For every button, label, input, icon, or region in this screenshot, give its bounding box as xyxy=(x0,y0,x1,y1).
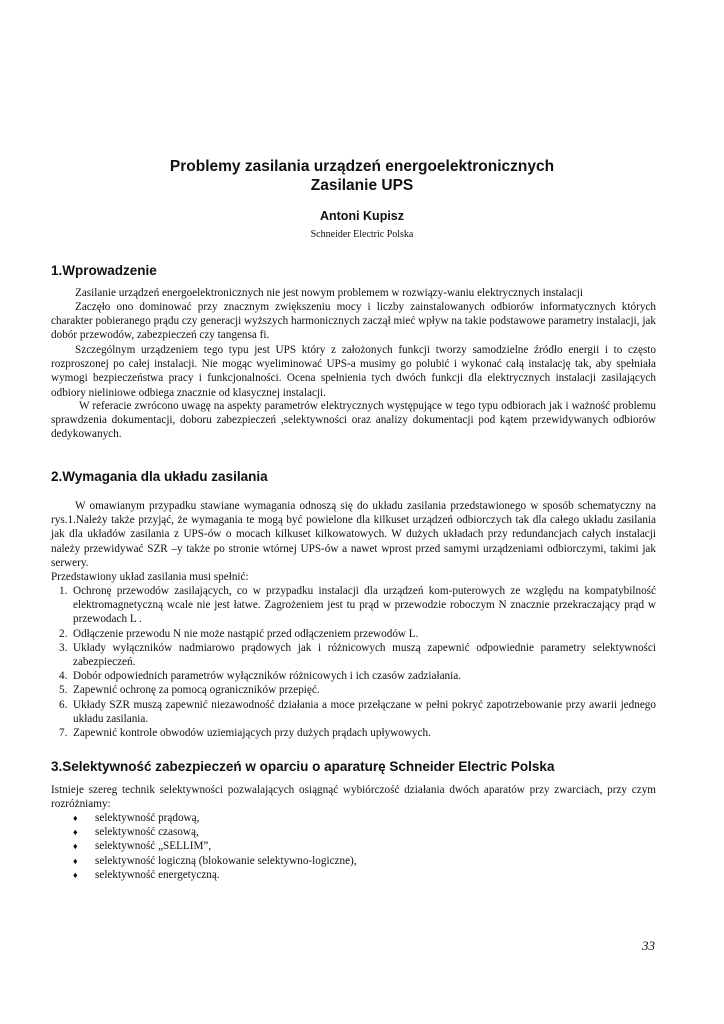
page-number: 33 xyxy=(642,938,655,953)
title-line-2: Zasilanie UPS xyxy=(310,177,414,194)
section-3-paragraph: Istnieje szereg technik selektywności pozwalających osiągnąć wybiórczość działania dwóch aparatów przy zwarciach, przy czym rozróżniamy: xyxy=(51,784,656,811)
list-item: ♦ selektywność czasową, xyxy=(73,826,199,839)
requirements-list xyxy=(51,584,656,740)
section-1-paragraph-1: Zasilanie urządzeń energoelektronicznych nie jest nowym problemem w rozwiązy-waniu elektrycznych instalacji xyxy=(75,287,583,299)
selectivity-list xyxy=(51,811,656,882)
list-item: 5. Zapewnić ochronę za pomocą ograniczników przepięć. xyxy=(59,684,320,697)
list-item: ♦ selektywność logiczną (blokowanie selektywno-logiczne), xyxy=(73,854,357,867)
diamond-bullet-icon: ♦ xyxy=(73,841,78,852)
author-affiliation: Schneider Electric Polska xyxy=(310,229,414,240)
list-item: 4. Dobór odpowiednich parametrów wyłączników różnicowych i ich czasów zadziałania. xyxy=(59,670,461,683)
paper-title xyxy=(0,157,724,195)
diamond-bullet-icon: ♦ xyxy=(73,869,78,880)
list-item: 1. Ochronę przewodów zasilających, co w przypadku instalacji dla urządzeń kom-puterowych ze względu na kompatybilność elektromagnetyczną wcale nie jest łatwe. Zagrożeniem jest tu prąd w przewodzie roboczym N znacznie przekraczający prąd w przewodach L . xyxy=(59,585,656,626)
list-item: ♦ selektywność prądową, xyxy=(73,812,200,824)
list-item: ♦ selektywność energetyczną. xyxy=(73,868,220,881)
section-2-paragraph: W omawianym przypadku stawiane wymagania odnoszą się do układu zasilania przedstawionego w sposób schematyczny na rys.1.Należy także przyjąć, że wymagania te mogą być powielone dla kilkuset urządzeń odbiorczych tak dla całego układu zasilania jak dla układów zasilania z UPS-ów o mocach kilkuset kilkowatowych. W dużych układach przy redundancjach całych instalacji należy przewidywać SZR –y także po stronie wtórnej UPS-ów a nawet wprost przed samymi urządzeniami odbiorczymi, takimi jak serwery. xyxy=(51,500,656,569)
list-item: 6. Układy SZR muszą zapewnić niezawodność działania a moce przełączane w pełni pokryć zapotrzebowanie przy awarii jednego układu zasilania. xyxy=(59,698,656,725)
section-3-heading: 3.Selektywność zabezpieczeń w oparciu o aparaturę Schneider Electric Polska xyxy=(51,759,555,774)
list-item: ♦ selektywność „SELLIM”, xyxy=(73,840,212,853)
list-item: 7. Zapewnić kontrole obwodów uziemiających przy dużych prądach upływowych. xyxy=(59,727,431,740)
diamond-bullet-icon: ♦ xyxy=(73,813,78,823)
list-item: 2. Odłączenie przewodu N nie może nastąpić przed odłączeniem przewodów L. xyxy=(59,627,419,640)
list-item: 3. Układy wyłączników nadmiarowo prądowych jak i różnicowych muszą zapewnić odpowiednie parametry selektywności zabezpieczeń. xyxy=(59,641,656,669)
section-2-list-intro: Przedstawiony układ zasilania musi spełnić: xyxy=(51,571,249,583)
section-1-paragraph-3: Szczególnym urządzeniem tego typu jest UPS który z założonych funkcji tworzy samodzielne źródło energii i to często rozproszonej po całej instalacji. Nie mogąc wyeliminować UPS-a musimy go polubić i wykonać całą instalację tak, aby spełniała wymogi bezpieczeństwa pracy i funkcjonalności. Ocena spełnienia tych dwóch funkcji dla elektrycznych instalacji zasilających odbiory nieliniowe odbiega znacznie od klasycznej instalacji. xyxy=(51,344,656,399)
section-1-heading: 1.Wprowadzenie xyxy=(51,263,157,278)
title-line-1: Problemy zasilania urządzeń energoelektronicznych xyxy=(169,158,555,175)
author-name: Antoni Kupisz xyxy=(319,209,404,223)
section-1-paragraph-2: Zaczęło ono dominować przy znacznym zwiększeniu mocy i liczby zainstalowanych odbiorów informatycznych których charakter pobieranego prądu czy generacji wyższych harmonicznych zaczął mieć wpływ na takie podstawowe parametry instalacji, jak dobór przewodów, zabezpieczeń czy tangensa fi. xyxy=(51,301,656,342)
section-1-paragraph-4: W referacie zwrócono uwagę na aspekty parametrów elektrycznych występujące w tego typu odbiorach jak i ważność problemu sprawdzenia dokumentacji, doboru zabezpieczeń ,selektywności oraz analizy dokumentacji pod kątem przewidywanych odbiorów dedykowanych. xyxy=(51,400,656,441)
diamond-bullet-icon: ♦ xyxy=(73,827,78,838)
section-2-heading: 2.Wymagania dla układu zasilania xyxy=(51,469,268,484)
diamond-bullet-icon: ♦ xyxy=(73,855,78,866)
